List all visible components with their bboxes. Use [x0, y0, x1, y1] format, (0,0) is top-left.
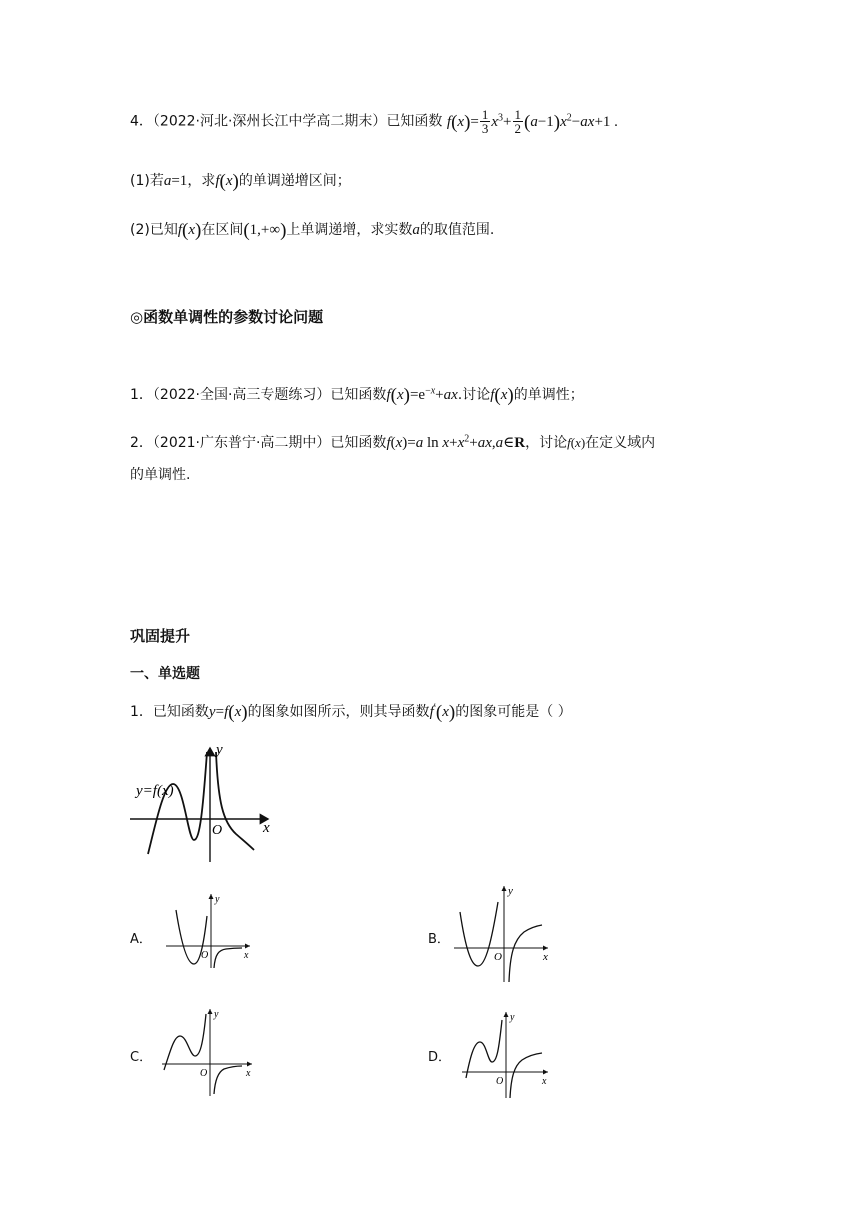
derivative-curve-left	[164, 1014, 206, 1070]
discussion-q2-suffix: 在定义域内	[585, 435, 656, 451]
problem-4-function: f(x)= $\frac{1}{3}$ $x^3+$ $\frac{1}{2}$ $(a-1)x^2-ax+1$ .	[446, 107, 618, 136]
choice-question-1: 1．已知函数y=f(x)的图象如图所示，则其导函数f′(x)的图象可能是（ ）	[130, 702, 572, 723]
problem-4-statement	[130, 108, 618, 135]
section-heading: ◎函数单调性的参数讨论问题	[130, 308, 324, 326]
option-c-graph[interactable]	[160, 1006, 256, 1098]
problem-4-part-1: (1)若a=1，求f(x)的单调递增区间；	[130, 171, 351, 192]
origin-label: O	[200, 1068, 208, 1079]
origin-label: O	[212, 823, 223, 838]
part-2-suffix: 的取值范围.	[419, 222, 495, 238]
y-axis-label: y	[216, 742, 223, 758]
function-curve-left	[148, 752, 207, 854]
choice-q1-suffix: 的图象可能是（ ）	[455, 704, 572, 720]
derivative-curve-left	[460, 902, 498, 966]
y-label: y	[214, 1009, 219, 1020]
single-choice-subtitle: 一、单选题	[130, 666, 200, 682]
discussion-question-2: 2．（2021·广东普宁·高二期中）已知函数f(x)=a $\ln x+x^2+ax,a\in R$，讨论f(x)在定义域内	[130, 433, 656, 451]
y-label: y	[215, 894, 220, 905]
y-label: y	[510, 1012, 515, 1023]
x-label: x	[244, 950, 249, 961]
derivative-curve-right	[214, 948, 242, 968]
part-2-mid-2: 上单调递增，求实数	[286, 222, 413, 238]
part-1-mid: ，求	[187, 173, 216, 189]
derivative-curve-left	[466, 1020, 502, 1078]
option-b-letter[interactable]: B．	[428, 932, 450, 947]
discussion-q1-mid: .讨论	[457, 387, 491, 403]
option-a-graph[interactable]	[164, 892, 256, 970]
main-function-graph	[128, 742, 278, 864]
x-label: x	[246, 1068, 251, 1079]
discussion-question-1: 1．（2022·全国·高三专题练习）已知函数$f(x)=e^{-x}+ax$.讨论f(x)的单调性；	[130, 385, 584, 406]
origin-label: O	[201, 950, 209, 961]
derivative-curve-right	[214, 1066, 242, 1094]
y-label: y	[508, 885, 513, 897]
function-label: y=f(x)	[136, 783, 174, 799]
option-c-letter[interactable]: C．	[130, 1050, 153, 1065]
part-1-suffix: 的单调递增区间；	[238, 173, 351, 189]
origin-label: O	[496, 1076, 504, 1087]
derivative-curve-right	[509, 925, 542, 982]
option-d-letter[interactable]: D．	[428, 1050, 452, 1065]
discussion-q1-prefix: 1．（2022·全国·高三专题练习）已知函数	[130, 387, 387, 403]
derivative-curve-right	[510, 1053, 542, 1098]
part-1-prefix: (1)若	[130, 173, 164, 189]
choice-q1-prefix: 1．已知函数	[130, 704, 209, 720]
discussion-q2-mid: ，讨论	[525, 435, 568, 451]
discussion-question-2-line-2: 的单调性.	[130, 467, 191, 483]
x-label: x	[542, 1076, 547, 1087]
discussion-q2-prefix: 2．（2021·广东普宁·高二期中）已知函数	[130, 435, 387, 451]
consolidate-title: 巩固提升	[130, 627, 191, 645]
problem-4-prefix: 4．（2022·河北·深州长江中学高二期末）已知函数	[130, 113, 443, 130]
option-d-graph[interactable]	[460, 1008, 552, 1100]
option-a-letter[interactable]: A．	[130, 932, 152, 947]
discussion-q1-suffix: 的单调性；	[513, 387, 584, 403]
part-2-prefix: (2)已知	[130, 222, 178, 238]
problem-4-part-2: (2)已知f(x)在区间(1,+∞)上单调递增，求实数a的取值范围.	[130, 220, 495, 241]
choice-q1-mid: 的图象如图所示，则其导函数	[247, 704, 430, 720]
option-b-graph[interactable]	[452, 882, 552, 984]
x-label: x	[543, 951, 548, 963]
x-axis-label: x	[263, 820, 270, 836]
origin-label: O	[494, 951, 502, 963]
part-2-mid-1: 在区间	[201, 222, 244, 238]
